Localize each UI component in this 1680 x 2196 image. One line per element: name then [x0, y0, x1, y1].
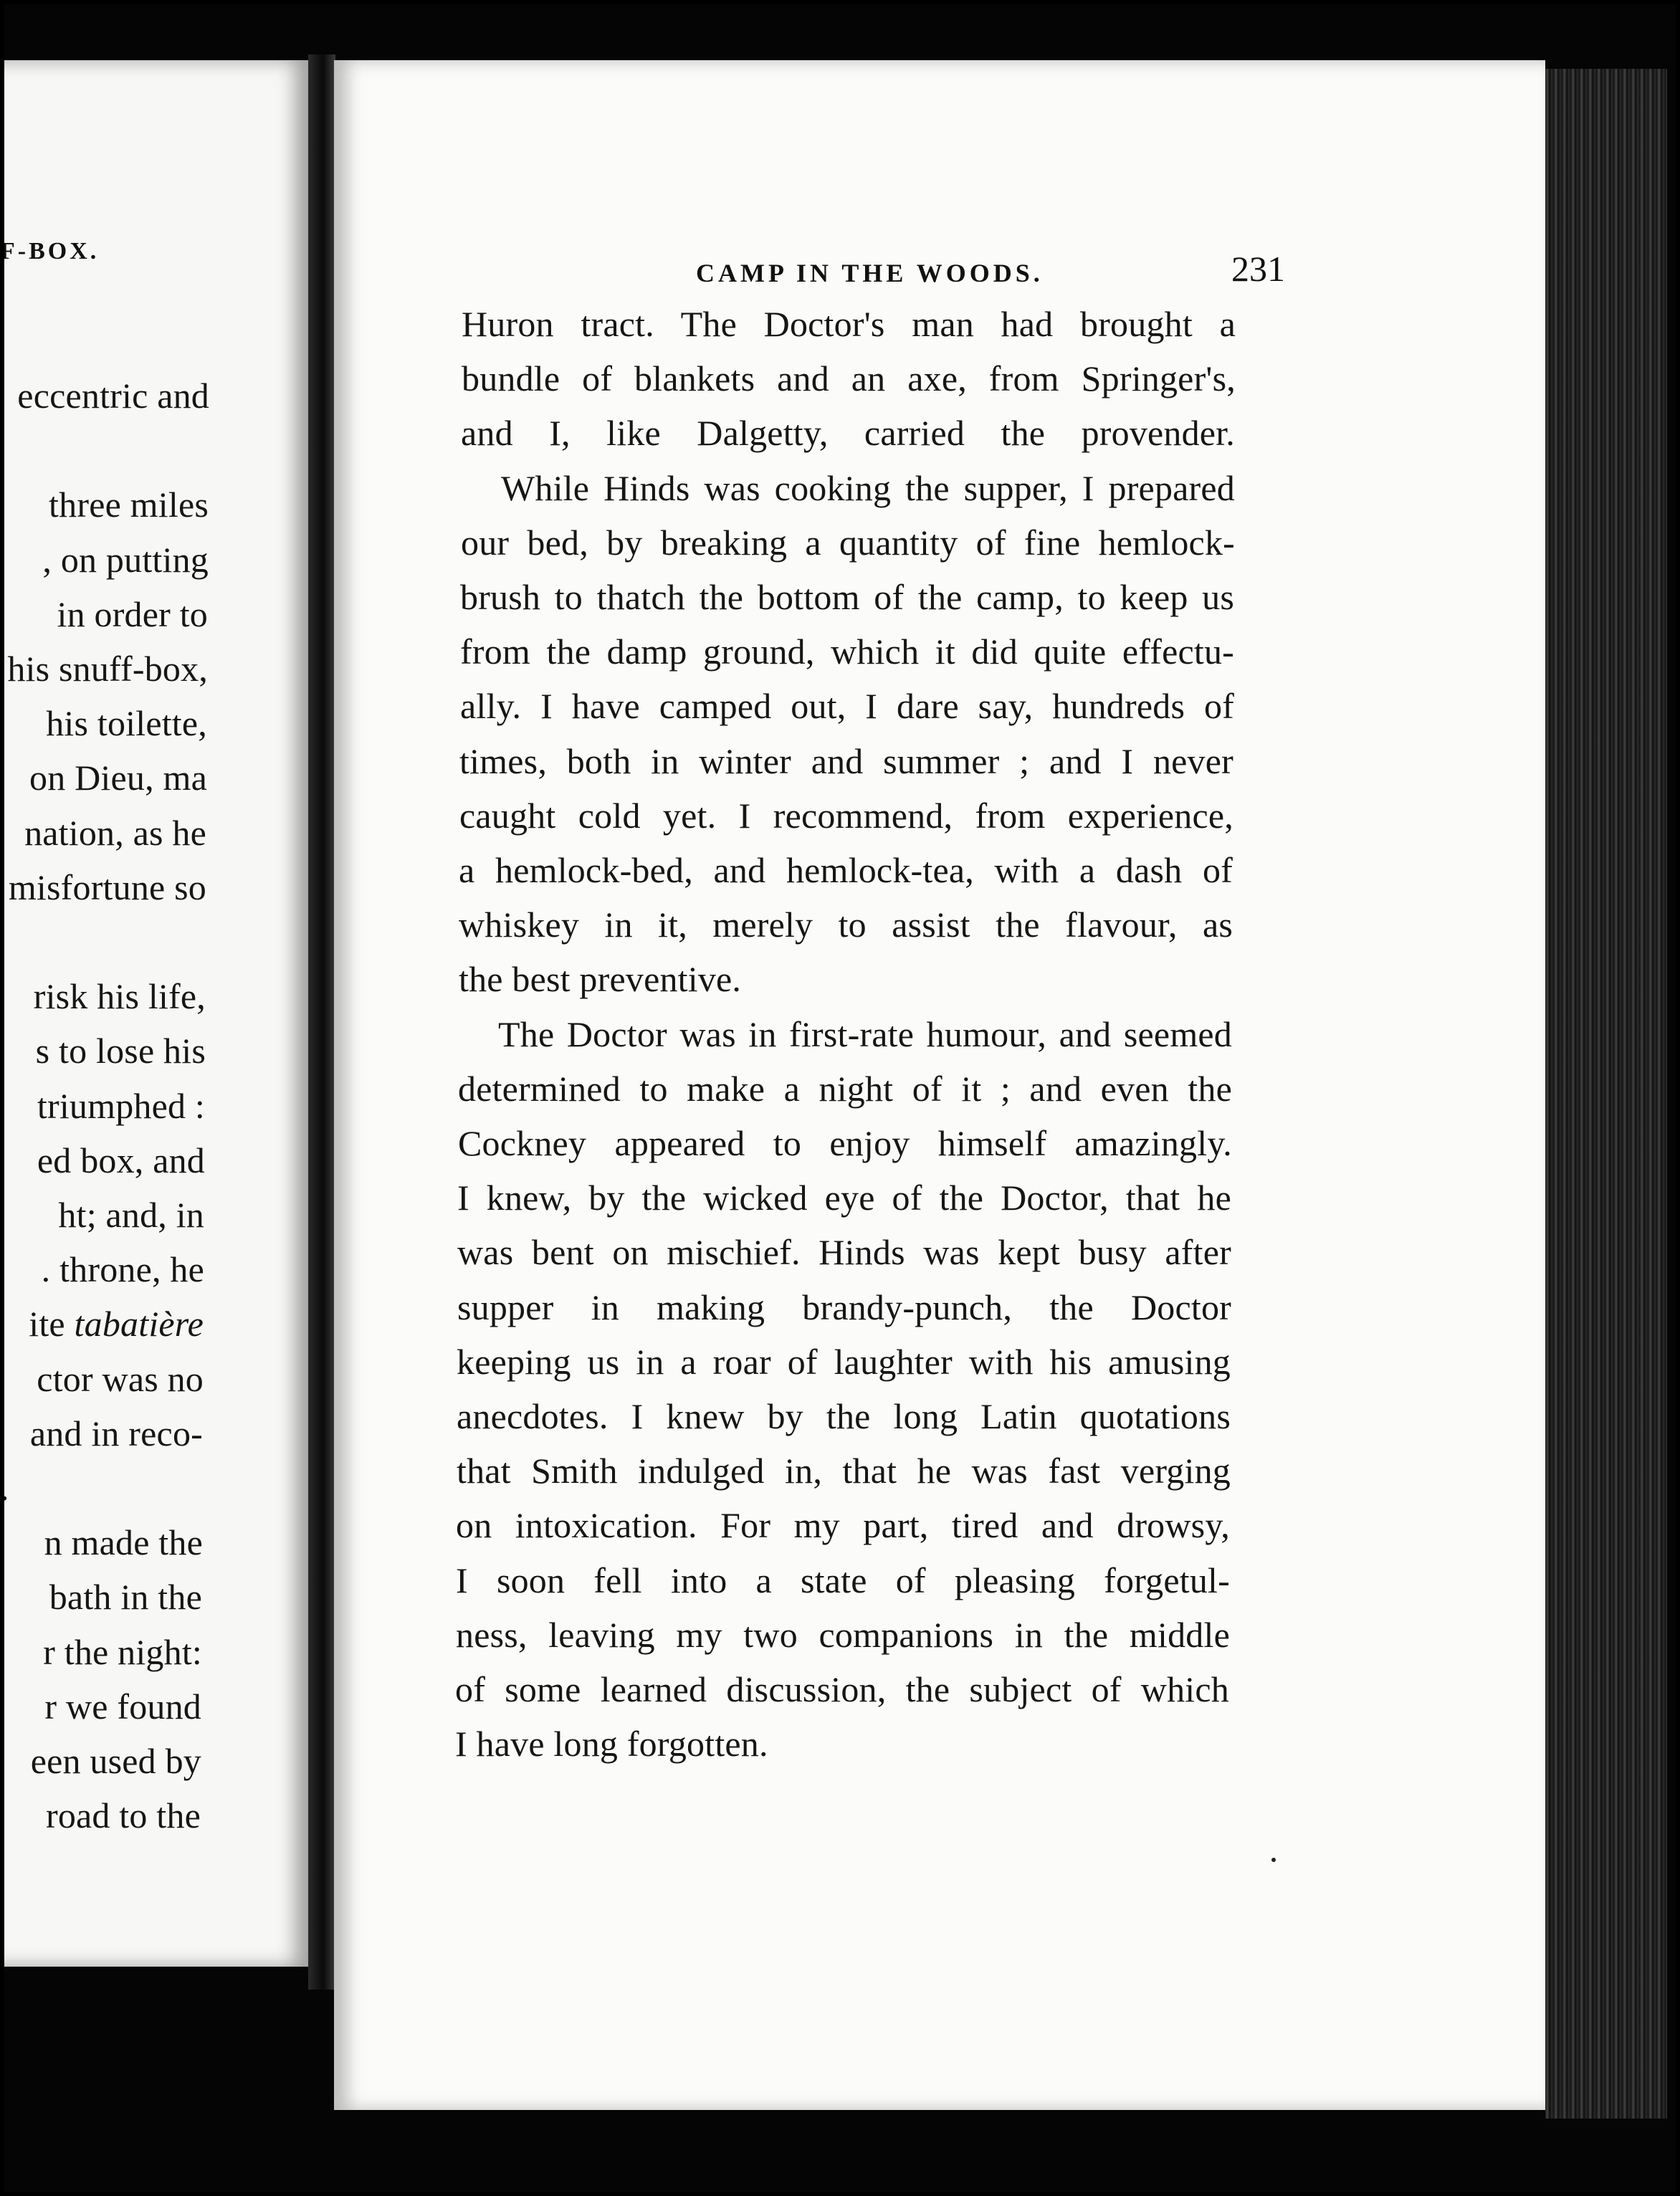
text-line: eccentric and: [17, 376, 209, 416]
text-line: anecdotes. I knew by the long Latin quotations: [457, 1396, 1231, 1436]
text-line: and in reco-: [29, 1413, 203, 1453]
text-line: , on putting: [42, 539, 209, 580]
left-page: [0, 60, 308, 1967]
page-number: 231: [1231, 249, 1285, 289]
text-line: of some learned discussion, the subject of which: [455, 1669, 1229, 1709]
text-line: triumphed :: [37, 1085, 205, 1126]
text-line: on intoxication. For my part, tired and drowsy,: [456, 1505, 1230, 1546]
text-line: While Hinds was cooking the supper, I prepared: [501, 467, 1235, 508]
text-line: his snuff-box,: [7, 649, 208, 689]
text-line: from the damp ground, which it did quite effectu-: [460, 631, 1234, 672]
text-line: ness, leaving my two companions in the middle: [456, 1614, 1230, 1655]
text-line: I knew, by the wicked eye of the Doctor, that he: [457, 1178, 1231, 1218]
text-line: een used by: [30, 1741, 201, 1781]
text-line: n made the: [44, 1522, 203, 1563]
left-running-head: F-BOX.: [0, 238, 100, 264]
text-line: risk his life,: [33, 976, 206, 1017]
text-line: the best preventive.: [459, 959, 742, 1000]
text-line: in order to: [57, 593, 208, 634]
text-line: Huron tract. The Doctor's man had brought a: [462, 304, 1236, 344]
text-line: s to lose his: [35, 1031, 206, 1071]
text-line: I have long forgotten.: [455, 1724, 768, 1765]
text-line: ctor was no: [37, 1358, 204, 1399]
ink-dot: [1271, 1858, 1276, 1862]
text-line: determined to make a night of it ; and even the: [458, 1068, 1232, 1109]
text-line: times, both in winter and summer ; and I never: [459, 740, 1233, 781]
text-line: misfortune so: [8, 867, 206, 907]
text-line: ed box, and: [37, 1140, 205, 1180]
text-line: ally. I have camped out, I dare say, hundreds of: [460, 686, 1234, 727]
text-line: and I, like Dalgetty, carried the provender.: [461, 413, 1235, 454]
text-line: The Doctor was in first-rate humour, and seemed: [498, 1013, 1232, 1054]
text-line: r we found: [44, 1686, 201, 1727]
text-line: on Dieu, ma: [29, 758, 207, 798]
text-line: our bed, by breaking a quantity of fine hemlock-: [461, 522, 1235, 563]
text-line: bundle of blankets and an axe, from Springer's,: [462, 358, 1236, 399]
text-line: whiskey in it, merely to assist the flavour, as: [459, 904, 1233, 945]
text-line: keeping us in a roar of laughter with his amusing: [457, 1341, 1231, 1382]
text-line: ht; and, in: [58, 1195, 204, 1235]
text-line: nation, as he: [24, 812, 206, 853]
text-line: supper in making brandy-punch, the Doctor: [457, 1286, 1231, 1327]
right-page: [334, 60, 1545, 2110]
text-line: Cockney appeared to enjoy himself amazingly.: [458, 1123, 1232, 1163]
text-line: his toilette,: [46, 703, 207, 744]
text-line: a hemlock-bed, and hemlock-tea, with a dash of: [459, 850, 1233, 890]
text-line: three miles: [49, 484, 209, 525]
text-line: ite tabatière: [29, 1304, 204, 1345]
text-line: bath in the: [49, 1577, 202, 1618]
running-head: CAMP IN THE WOODS.: [696, 259, 1044, 287]
book-gutter: [308, 54, 335, 1990]
text-line: was bent on mischief. Hinds was kept busy after: [457, 1232, 1231, 1273]
book-edge: [1545, 69, 1667, 2119]
text-line: road to the: [45, 1795, 201, 1836]
text-line: . throne, he: [41, 1249, 204, 1290]
text-line: that Smith indulged in, that he was fast verging: [457, 1451, 1231, 1491]
text-line: I soon fell into a state of pleasing forgetul-: [456, 1560, 1230, 1600]
text-line: .: [0, 1468, 9, 1508]
text-line: caught cold yet. I recommend, from experience,: [459, 795, 1233, 836]
text-line: brush to thatch the bottom of the camp, to keep us: [460, 577, 1234, 617]
text-line: r the night:: [43, 1631, 202, 1672]
